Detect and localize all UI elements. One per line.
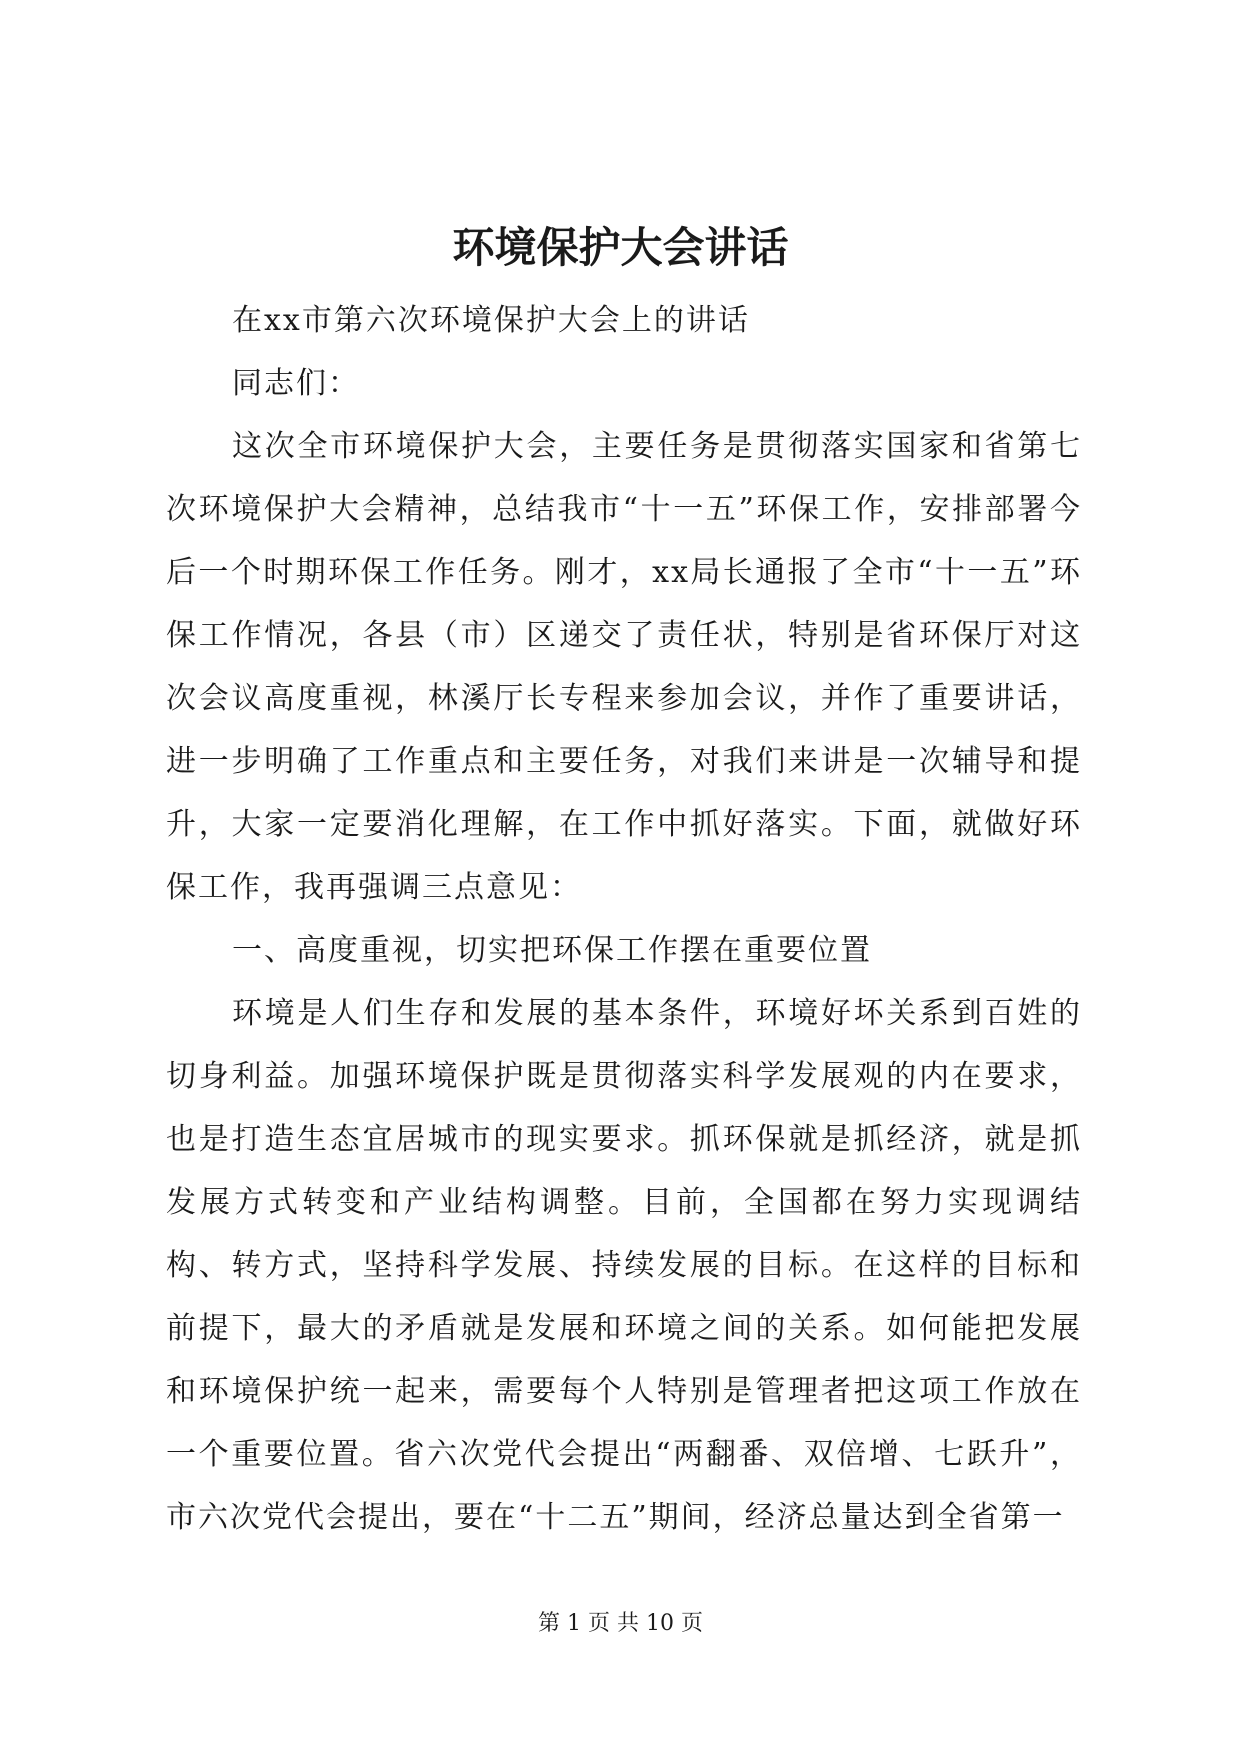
body-paragraph: 环境是人们生存和发展的基本条件，环境好坏关系到百姓的切身利益。加强环境保护既是贯彻落实科学发展观的内在要求，也是打造生态宜居城市的现实要求。抓环保就是抓经济，就是抓发展方式转变和产业结构调整。目前，全国都在努力实现调结构、转方式，坚持科学发展、持续发展的目标。在这样的目标和前提下，最大的矛盾就是发展和环境之间的关系。如何能把发展和环境保护统一起来，需要每个人特别是管理者把这项工作放在一个重要位置。省六次党代会提出“两翻番、双倍增、七跃升”，市六次党代会提出，要在“十二五”期间，经济总量达到全省第一 (166, 996, 1082, 1535)
page-footer: 第 1 页 共 10 页 (538, 1611, 703, 1636)
section-heading: 一、高度重视，切实把环保工作摆在重要位置 (232, 933, 872, 968)
salutation: 同志们： (232, 366, 360, 401)
document-body (166, 289, 1082, 1549)
body-paragraph: 这次全市环境保护大会，主要任务是贯彻落实国家和省第七次环境保护大会精神，总结我市“十一五”环保工作，安排部署今后一个时期环保工作任务。刚才，xx局长通报了全市“十一五”环保工作情况，各县（市）区递交了责任状，特别是省环保厅对这次会议高度重视，林溪厅长专程来参加会议，并作了重要讲话，进一步明确了工作重点和主要任务，对我们来讲是一次辅导和提升，大家一定要消化理解，在工作中抓好落实。下面，就做好环保工作，我再强调三点意见： (166, 429, 1082, 905)
document-title: 环境保护大会讲话 (452, 223, 789, 272)
speech-subtitle: 在xx市第六次环境保护大会上的讲话 (232, 303, 750, 338)
